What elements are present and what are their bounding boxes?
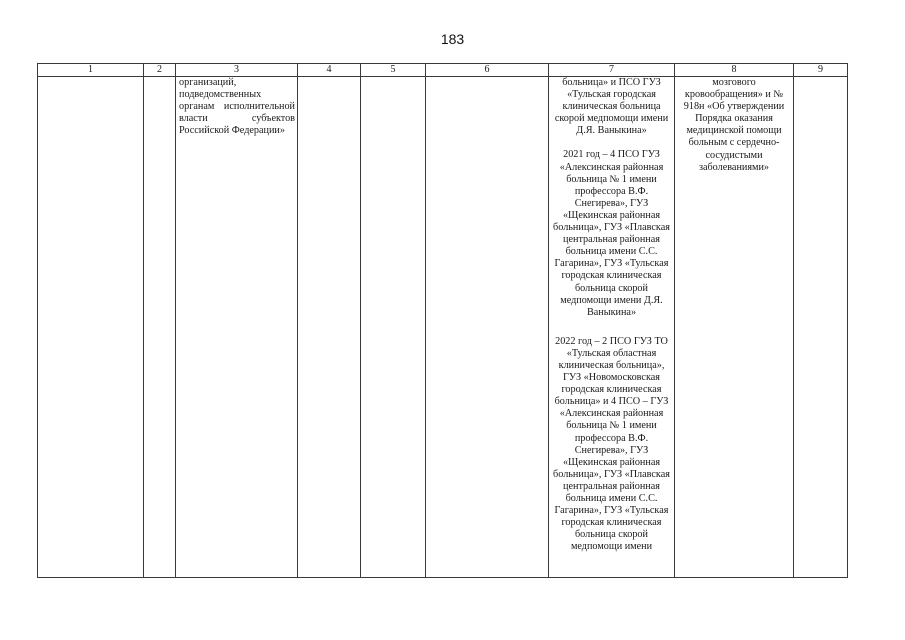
col7-paragraph: 2021 год – 4 ПСО ГУЗ «Алексинская районная больница № 1 имени профессора В.Ф. Снегирева», ГУЗ «Щекинская районная больница», ГУЗ «Плавская центральная районная больница имени С.С. Гагарина», ГУЗ «Тульская городская клиническая больница скорой медпомощи имени Д.Я. Ваныкина»: [553, 149, 670, 318]
page-number: 183: [440, 31, 465, 47]
table-cell-col6: [426, 77, 549, 578]
table-cell-col1: [38, 77, 144, 578]
table-cell-col4: [298, 77, 361, 578]
table-cell-col9: [794, 77, 848, 578]
column-header: 7: [549, 64, 675, 77]
column-header: 5: [361, 64, 426, 77]
table-header-row: [38, 64, 848, 77]
table-cell-col2: [144, 77, 176, 578]
column-header: 4: [298, 64, 361, 77]
column-header: 1: [38, 64, 144, 77]
col7-paragraph: больница» и ПСО ГУЗ «Тульская городская клиническая больница скорой медпомощи имени Д.Я. Ваныкина»: [554, 77, 669, 137]
table-cell-col8: мозгового кровообращения» и № 918н «Об утверждении Порядка оказания медицинской помощи больным с сердечно-сосудистыми заболеваниями»: [675, 77, 794, 578]
table-cell-col5: [361, 77, 426, 578]
table-row: [38, 77, 848, 578]
column-header: 9: [794, 64, 848, 77]
table-cell-col7: [549, 77, 675, 578]
table-cell-col3: организаций, подведомственных органам исполнительной власти субъектов Российской Федерации»: [176, 77, 298, 578]
column-header: 6: [426, 64, 549, 77]
col7-paragraph: 2022 год – 2 ПСО ГУЗ ТО «Тульская областная клиническая больница», ГУЗ «Новомосковская городская клиническая больница» и 4 ПСО – ГУЗ «Алексинская районная больница № 1 имени профессора В.Ф. Снегирева», ГУЗ «Щекинская районная больница», ГУЗ «Плавская центральная районная больница имени С.С. Гагарина», ГУЗ «Тульская городская клиническая больница скорой медпомощи имени: [553, 335, 670, 553]
column-header: 8: [675, 64, 794, 77]
column-header: 2: [144, 64, 176, 77]
document-table: [37, 63, 848, 578]
column-header: 3: [176, 64, 298, 77]
